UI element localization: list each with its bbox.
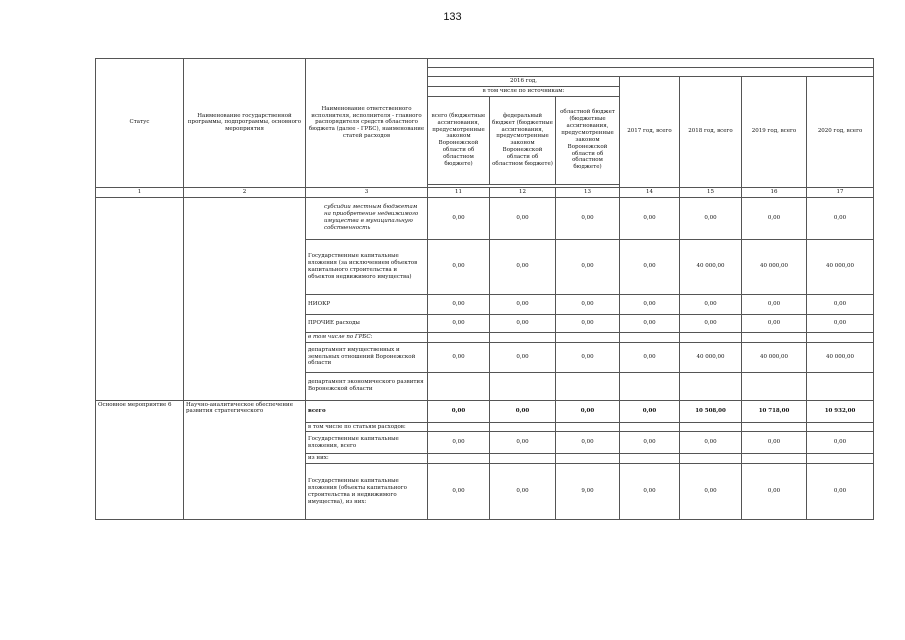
value-cell (556, 422, 620, 432)
value-cell: 0,00 (680, 197, 742, 239)
value-cell: 0,00 (490, 294, 556, 314)
value-cell (807, 332, 874, 342)
value-cell: 0,00 (807, 314, 874, 332)
header-2017: 2017 год, всего (620, 77, 680, 188)
header-src-total: всего (бюджетные ассигнования, предусмотренные законом Воронежской области об областном бюджете) (428, 96, 490, 184)
value-cell: 0,00 (742, 314, 807, 332)
value-cell (490, 422, 556, 432)
value-cell: 0,00 (490, 400, 556, 422)
col-number: 13 (556, 187, 620, 197)
header-2018: 2018 год, всего (680, 77, 742, 188)
value-cell: 0,00 (680, 464, 742, 520)
value-cell: 0,00 (620, 314, 680, 332)
value-cell (620, 454, 680, 464)
value-cell: 0,00 (490, 432, 556, 454)
col-number: 2 (184, 187, 306, 197)
item-name: всего (306, 400, 428, 422)
value-cell: 0,00 (428, 294, 490, 314)
item-name: в том числе по ГРБС: (306, 332, 428, 342)
value-cell: 9,00 (556, 464, 620, 520)
header-blank-row (428, 68, 874, 77)
col-number: 12 (490, 187, 556, 197)
header-src-regional: областной бюджет (бюджетные ассигнования, предусмотренные законом Воронежской области об областном бюджете) (556, 96, 620, 184)
item-name: департамент имущественных и земельных отношений Воронежской области (306, 342, 428, 372)
value-cell: 0,00 (742, 197, 807, 239)
value-cell: 0,00 (428, 197, 490, 239)
value-cell: 0,00 (490, 464, 556, 520)
value-cell (620, 422, 680, 432)
value-cell: 0,00 (620, 294, 680, 314)
value-cell (742, 372, 807, 400)
value-cell (680, 372, 742, 400)
value-cell: 0,00 (807, 432, 874, 454)
value-cell: 0,00 (490, 342, 556, 372)
value-cell (680, 454, 742, 464)
col-number: 11 (428, 187, 490, 197)
value-cell (620, 372, 680, 400)
value-cell: 0,00 (680, 314, 742, 332)
item-name: Государственные капитальные вложения (за исключением объектов капитального строительства и объектов недвижимого имущества) (306, 239, 428, 294)
value-cell: 0,00 (556, 400, 620, 422)
value-cell (680, 422, 742, 432)
col-number: 1 (96, 187, 184, 197)
value-cell: 0,00 (490, 197, 556, 239)
value-cell (556, 332, 620, 342)
value-cell (807, 454, 874, 464)
value-cell: 0,00 (620, 432, 680, 454)
table-row (96, 197, 874, 239)
value-cell: 0,00 (807, 197, 874, 239)
value-cell: 0,00 (680, 294, 742, 314)
value-cell: 10 508,00 (680, 400, 742, 422)
header-blank-row (428, 59, 874, 68)
item-name: Государственные капитальные вложения (объекты капитального строительства и недвижимого имущества), из них: (306, 464, 428, 520)
col-number: 17 (807, 187, 874, 197)
value-cell: 0,00 (620, 342, 680, 372)
value-cell: 0,00 (556, 197, 620, 239)
table-row (96, 400, 874, 422)
value-cell: 0,00 (490, 314, 556, 332)
value-cell: 0,00 (620, 197, 680, 239)
column-number-row (96, 187, 874, 197)
value-cell (680, 332, 742, 342)
value-cell (556, 372, 620, 400)
value-cell: 0,00 (680, 432, 742, 454)
value-cell: 0,00 (620, 239, 680, 294)
value-cell: 40 000,00 (807, 342, 874, 372)
value-cell: 10 932,00 (807, 400, 874, 422)
value-cell (742, 422, 807, 432)
header-2019: 2019 год, всего (742, 77, 807, 188)
program-cell (184, 197, 306, 400)
item-name: субсидии местным бюджетам на приобретение недвижимого имущества в муниципальную собственность (306, 197, 428, 239)
header-executor: Наименование ответственного исполнителя, исполнителя - главного распорядителя средств областного бюджета (далее - ГРБС), наименование статей расходов (306, 59, 428, 188)
value-cell: 0,00 (556, 314, 620, 332)
value-cell: 0,00 (428, 314, 490, 332)
status-cell (96, 197, 184, 400)
item-name: ПРОЧИЕ расходы (306, 314, 428, 332)
budget-table (95, 58, 874, 520)
value-cell (807, 372, 874, 400)
item-name: департамент экономического развития Воронежской области (306, 372, 428, 400)
value-cell: 0,00 (556, 294, 620, 314)
value-cell: 0,00 (428, 432, 490, 454)
value-cell: 0,00 (807, 464, 874, 520)
item-name: из них: (306, 454, 428, 464)
value-cell: 0,00 (742, 294, 807, 314)
page-number: 133 (443, 11, 462, 23)
value-cell (620, 332, 680, 342)
header-2020: 2020 год, всего (807, 77, 874, 188)
header-year-2016: 2016 год, (428, 77, 620, 87)
col-number: 14 (620, 187, 680, 197)
value-cell: 40 000,00 (742, 342, 807, 372)
item-name: НИОКР (306, 294, 428, 314)
value-cell: 0,00 (620, 400, 680, 422)
value-cell: 0,00 (556, 239, 620, 294)
value-cell (490, 332, 556, 342)
value-cell (807, 422, 874, 432)
item-name: в том числе по статьям расходов: (306, 422, 428, 432)
value-cell: 0,00 (620, 464, 680, 520)
value-cell (556, 454, 620, 464)
value-cell (490, 372, 556, 400)
value-cell: 0,00 (428, 239, 490, 294)
program-cell: Научно-аналитическое обеспечение развития стратегического (184, 400, 306, 520)
value-cell (490, 454, 556, 464)
col-number: 3 (306, 187, 428, 197)
header-program: Наименование государственной программы, подпрограммы, основного мероприятия (184, 59, 306, 188)
value-cell: 0,00 (742, 464, 807, 520)
value-cell: 0,00 (428, 400, 490, 422)
value-cell (428, 372, 490, 400)
value-cell: 10 718,00 (742, 400, 807, 422)
value-cell: 0,00 (490, 239, 556, 294)
value-cell: 0,00 (807, 294, 874, 314)
header-incl-sources: в том числе по источникам: (428, 86, 620, 96)
value-cell: 0,00 (556, 432, 620, 454)
value-cell: 40 000,00 (680, 342, 742, 372)
value-cell (742, 332, 807, 342)
value-cell: 40 000,00 (742, 239, 807, 294)
value-cell (428, 332, 490, 342)
value-cell: 0,00 (428, 464, 490, 520)
value-cell: 40 000,00 (807, 239, 874, 294)
value-cell: 0,00 (742, 432, 807, 454)
value-cell (428, 422, 490, 432)
col-number: 16 (742, 187, 807, 197)
header-src-federal: федеральный бюджет (бюджетные ассигнования, предусмотренные законом Воронежской области об областном бюджете) (490, 96, 556, 184)
value-cell (742, 454, 807, 464)
value-cell: 40 000,00 (680, 239, 742, 294)
header-status: Статус (96, 59, 184, 188)
value-cell (428, 454, 490, 464)
item-name: Государственные капитальные вложения, всего (306, 432, 428, 454)
col-number: 15 (680, 187, 742, 197)
status-cell: Основное мероприятие 6 (96, 400, 184, 520)
value-cell: 0,00 (556, 342, 620, 372)
value-cell: 0,00 (428, 342, 490, 372)
